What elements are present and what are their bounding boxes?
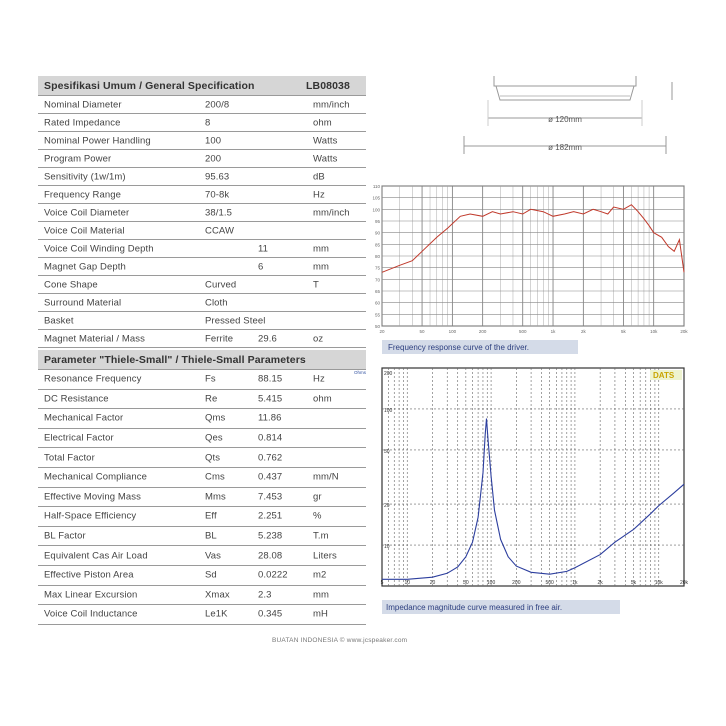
spec-unit: dB bbox=[313, 171, 325, 182]
spec-label: Magnet Material / Mass bbox=[44, 333, 145, 344]
param-symbol: Re bbox=[205, 393, 218, 405]
imp-x-tick-label: 10 bbox=[404, 580, 411, 586]
imp-x-tick-label: 5k bbox=[630, 580, 637, 586]
general-row bbox=[38, 150, 366, 168]
param-symbol: BL bbox=[205, 530, 217, 542]
speaker-cone-outline bbox=[496, 86, 634, 100]
ts-row bbox=[38, 448, 366, 468]
param-value: 0.345 bbox=[258, 608, 283, 620]
spec-value: 8 bbox=[205, 117, 211, 128]
freq-y-tick-label: 75 bbox=[374, 265, 380, 271]
param-symbol: Sd bbox=[205, 569, 217, 581]
freq-y-tick-label: 65 bbox=[374, 289, 380, 294]
spec-label: Voice Coil Material bbox=[44, 225, 125, 236]
param-label: Equivalent Cas Air Load bbox=[44, 550, 148, 562]
freq-y-tick-label: 110 bbox=[372, 184, 380, 189]
freq-y-tick-label: 90 bbox=[374, 230, 380, 236]
imp-x-tick-label: 2k bbox=[597, 580, 603, 586]
param-value: 0.762 bbox=[258, 452, 283, 464]
param-symbol: Vas bbox=[205, 550, 221, 562]
imp-x-tick-label: 200 bbox=[512, 580, 521, 586]
ts-row bbox=[38, 586, 366, 606]
spec-value-secondary: 11 bbox=[258, 243, 269, 254]
param-label: BL Factor bbox=[44, 530, 86, 542]
freq-x-tick-label: 200 bbox=[478, 329, 487, 334]
dimension-182-label: ø 182mm bbox=[548, 143, 582, 152]
imp-y-tick-label: 100 bbox=[384, 407, 393, 414]
param-symbol: Qms bbox=[205, 412, 226, 424]
param-symbol: Cms bbox=[205, 471, 225, 483]
imp-y-tick-label: 50 bbox=[384, 448, 390, 455]
general-spec-header bbox=[38, 76, 366, 96]
param-unit: mH bbox=[313, 608, 328, 620]
param-label: Mechanical Factor bbox=[44, 412, 124, 424]
spec-value: 38/1.5 bbox=[205, 207, 233, 218]
param-unit: % bbox=[313, 510, 322, 522]
ts-row bbox=[38, 409, 366, 429]
ts-row bbox=[38, 546, 366, 566]
ts-row bbox=[38, 527, 366, 547]
param-label: Effective Piston Area bbox=[44, 569, 134, 581]
param-value: 0.814 bbox=[258, 432, 283, 444]
spec-value: Cloth bbox=[205, 297, 228, 308]
ts-row bbox=[38, 370, 366, 390]
imp-y-tick-label: 200 bbox=[384, 371, 393, 377]
param-value: 88.15 bbox=[258, 373, 283, 385]
spec-value: Curved bbox=[205, 279, 237, 290]
dimension-120-label: ø 120mm bbox=[548, 115, 582, 124]
param-value: 0.0222 bbox=[258, 569, 288, 581]
spec-unit: mm/inch bbox=[313, 207, 350, 218]
freq-y-tick-label: 100 bbox=[372, 207, 380, 213]
freq-y-tick-label: 50 bbox=[374, 324, 380, 329]
freq-y-tick-label: 70 bbox=[374, 277, 380, 283]
spec-label: Rated Impedance bbox=[44, 117, 121, 128]
param-label: Voice Coil Inductance bbox=[44, 608, 138, 620]
general-row bbox=[38, 222, 366, 240]
param-symbol: Mms bbox=[205, 491, 226, 503]
freq-y-tick-label: 80 bbox=[374, 254, 380, 259]
imp-x-tick-label: 50 bbox=[463, 580, 469, 586]
spec-value: CCAW bbox=[205, 225, 235, 236]
general-row bbox=[38, 168, 366, 186]
param-symbol: Le1K bbox=[205, 608, 228, 620]
imp-x-tick-label: 500 bbox=[545, 580, 554, 586]
imp-x-tick-label: 100 bbox=[486, 580, 496, 586]
impedance-chart bbox=[354, 360, 690, 620]
general-row bbox=[38, 258, 366, 276]
param-label: Resonance Frequency bbox=[44, 373, 142, 385]
spec-unit: mm bbox=[313, 261, 330, 272]
spec-unit: T bbox=[313, 279, 319, 290]
spec-label: Cone Shape bbox=[44, 279, 98, 290]
spec-label: Frequency Range bbox=[44, 189, 122, 200]
ts-row bbox=[38, 390, 366, 410]
param-unit: m2 bbox=[313, 569, 327, 581]
param-unit: T.m bbox=[313, 530, 329, 542]
param-value: 5.415 bbox=[258, 393, 283, 405]
freq-x-tick-label: 10k bbox=[650, 329, 658, 334]
ts-row bbox=[38, 605, 366, 625]
freq-x-tick-label: 2k bbox=[580, 329, 586, 334]
thiele-small-table bbox=[38, 350, 366, 625]
general-row bbox=[38, 276, 366, 294]
general-row bbox=[38, 294, 366, 312]
freq-y-tick-label: 85 bbox=[374, 242, 380, 248]
general-row bbox=[38, 312, 366, 330]
freq-x-tick-label: 20k bbox=[680, 329, 688, 334]
param-symbol: Eff bbox=[205, 510, 217, 522]
param-unit: gr bbox=[313, 491, 322, 503]
param-symbol: Xmax bbox=[205, 589, 230, 601]
ts-header bbox=[38, 350, 366, 370]
imp-x-tick-label: 20k bbox=[679, 580, 689, 586]
param-value: 11.86 bbox=[258, 412, 282, 424]
spec-label: Basket bbox=[44, 315, 74, 326]
spec-label: Program Power bbox=[44, 153, 112, 164]
frequency-response-chart bbox=[366, 178, 692, 358]
param-label: Mechanical Compliance bbox=[44, 471, 147, 483]
freq-x-tick-label: 20 bbox=[379, 329, 385, 334]
param-value: 5.238 bbox=[258, 530, 283, 542]
imp-ohms-label: Ohms bbox=[354, 370, 367, 375]
spec-value: 95.63 bbox=[205, 171, 230, 182]
imp-caption: Impedance magnitude curve measured in free air. bbox=[386, 603, 563, 612]
freq-y-tick-label: 95 bbox=[374, 219, 380, 224]
freq-x-tick-label: 100 bbox=[448, 329, 457, 334]
general-row bbox=[38, 96, 366, 114]
ts-row bbox=[38, 429, 366, 449]
spec-label: Nominal Power Handling bbox=[44, 135, 151, 146]
ts-row bbox=[38, 488, 366, 508]
dimension-drawing bbox=[460, 70, 690, 162]
imp-x-tick-label: 5 bbox=[380, 580, 384, 586]
ts-title: Parameter "Thiele-Small" / Thiele-Small Parameters bbox=[44, 353, 306, 366]
param-label: Max Linear Excursion bbox=[44, 589, 138, 601]
general-row bbox=[38, 114, 366, 132]
freq-x-tick-label: 500 bbox=[518, 329, 527, 334]
general-row bbox=[38, 240, 366, 258]
spec-value: 200 bbox=[205, 153, 222, 164]
imp-y-tick-label: 20 bbox=[384, 503, 390, 510]
imp-x-tick-label: 20 bbox=[429, 580, 436, 586]
spec-label: Nominal Diameter bbox=[44, 99, 122, 110]
general-row bbox=[38, 204, 366, 222]
spec-value-secondary: 29.6 bbox=[258, 333, 277, 344]
spec-label: Voice Coil Diameter bbox=[44, 207, 130, 218]
spec-unit: mm/inch bbox=[313, 99, 350, 110]
dats-badge: DATS bbox=[653, 371, 675, 380]
freq-y-tick-label: 60 bbox=[374, 300, 380, 306]
param-unit: ohm bbox=[313, 393, 332, 405]
spec-label: Voice Coil Winding Depth bbox=[44, 243, 154, 254]
param-value: 7.453 bbox=[258, 491, 283, 503]
imp-plot-area bbox=[382, 368, 684, 586]
freq-y-tick-label: 105 bbox=[372, 195, 380, 201]
param-unit: mm bbox=[313, 589, 330, 601]
freq-y-tick-label: 55 bbox=[374, 312, 380, 318]
param-label: Effective Moving Mass bbox=[44, 491, 141, 503]
param-value: 0.437 bbox=[258, 471, 283, 483]
general-row bbox=[38, 186, 366, 204]
spec-label: Magnet Gap Depth bbox=[44, 261, 126, 272]
param-symbol: Fs bbox=[205, 373, 216, 385]
spec-value: 200/8 bbox=[205, 99, 230, 110]
param-label: Total Factor bbox=[44, 452, 95, 464]
param-label: Half-Space Efficiency bbox=[44, 510, 137, 522]
general-row bbox=[38, 132, 366, 150]
spec-value-secondary: 6 bbox=[258, 261, 264, 272]
general-spec-title: Spesifikasi Umum / General Specification bbox=[44, 79, 255, 92]
speaker-outline bbox=[494, 76, 636, 86]
model-number: LB08038 bbox=[306, 79, 350, 92]
spec-unit: ohm bbox=[313, 117, 332, 128]
freq-x-tick-label: 5k bbox=[621, 329, 626, 334]
param-unit: mm/N bbox=[313, 471, 339, 483]
spec-label: Surround Material bbox=[44, 297, 122, 308]
spec-value: 100 bbox=[205, 135, 222, 146]
param-value: 2.251 bbox=[258, 510, 283, 522]
param-unit: Hz bbox=[313, 373, 325, 385]
general-spec-table bbox=[38, 76, 366, 348]
spec-unit: Watts bbox=[313, 135, 338, 146]
param-symbol: Qes bbox=[205, 432, 223, 444]
freq-x-tick-label: 1k bbox=[550, 329, 556, 334]
spec-unit: oz bbox=[313, 333, 324, 344]
ts-row bbox=[38, 507, 366, 527]
param-label: DC Resistance bbox=[44, 393, 109, 405]
spec-unit: mm bbox=[313, 243, 330, 254]
param-value: 28.08 bbox=[258, 550, 283, 562]
spec-unit: Hz bbox=[313, 189, 325, 200]
spec-unit: Watts bbox=[313, 153, 338, 164]
imp-x-tick-label: 10k bbox=[654, 580, 663, 586]
spec-label: Sensitivity (1w/1m) bbox=[44, 171, 126, 182]
param-symbol: Qts bbox=[205, 452, 221, 464]
param-unit: Liters bbox=[313, 550, 337, 562]
footer-text: BUATAN INDONESIA © www.jcspeaker.com bbox=[272, 637, 408, 644]
ts-row bbox=[38, 468, 366, 488]
param-label: Electrical Factor bbox=[44, 432, 114, 444]
imp-x-tick-label: 1k bbox=[572, 580, 578, 586]
spec-value: 70-8k bbox=[205, 189, 230, 200]
general-row bbox=[38, 330, 366, 348]
imp-y-tick-label: 10 bbox=[384, 544, 390, 551]
param-value: 2.3 bbox=[258, 589, 272, 601]
spec-value: Pressed Steel bbox=[205, 315, 266, 326]
freq-caption: Frequency response curve of the driver. bbox=[388, 343, 529, 352]
freq-x-tick-label: 50 bbox=[419, 329, 425, 334]
ts-row bbox=[38, 566, 366, 586]
spec-value: Ferrite bbox=[205, 333, 234, 344]
